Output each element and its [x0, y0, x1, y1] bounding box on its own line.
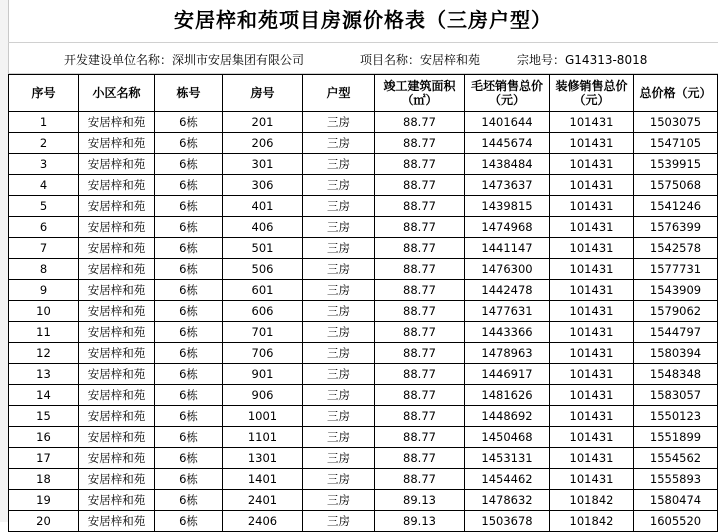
- index-cell[interactable]: 11: [9, 322, 79, 343]
- decoration-price-cell[interactable]: 101431: [550, 133, 634, 154]
- building-cell[interactable]: 6栋: [155, 322, 223, 343]
- total-price-cell[interactable]: 1551899: [634, 427, 718, 448]
- decoration-price-cell[interactable]: 101431: [550, 196, 634, 217]
- decoration-price-cell[interactable]: 101431: [550, 217, 634, 238]
- community-cell[interactable]: 安居梓和苑: [79, 154, 155, 175]
- area-cell[interactable]: 88.77: [375, 322, 465, 343]
- total-price-cell[interactable]: 1605520: [634, 511, 718, 532]
- total-price-cell[interactable]: 1554562: [634, 448, 718, 469]
- community-cell[interactable]: 安居梓和苑: [79, 301, 155, 322]
- building-cell[interactable]: 6栋: [155, 343, 223, 364]
- shell-price-cell[interactable]: 1453131: [465, 448, 550, 469]
- area-cell[interactable]: 88.77: [375, 301, 465, 322]
- unit-cell[interactable]: 901: [223, 364, 303, 385]
- table-row: [9, 259, 718, 280]
- col-header-shell-price[interactable]: 毛坯销售总价（元）: [465, 75, 550, 112]
- decoration-price-cell[interactable]: 101431: [550, 259, 634, 280]
- price-table: [8, 74, 718, 532]
- decoration-price-cell[interactable]: 101431: [550, 112, 634, 133]
- total-price-cell[interactable]: 1583057: [634, 385, 718, 406]
- decoration-price-cell[interactable]: 101431: [550, 385, 634, 406]
- layout-cell[interactable]: 三房: [303, 511, 375, 532]
- decoration-price-cell[interactable]: 101431: [550, 406, 634, 427]
- layout-cell[interactable]: 三房: [303, 385, 375, 406]
- table-row: [9, 469, 718, 490]
- shell-price-cell[interactable]: 1443366: [465, 322, 550, 343]
- unit-cell[interactable]: 201: [223, 112, 303, 133]
- unit-cell[interactable]: 406: [223, 217, 303, 238]
- index-cell[interactable]: 17: [9, 448, 79, 469]
- shell-price-cell[interactable]: 1401644: [465, 112, 550, 133]
- unit-cell[interactable]: 1401: [223, 469, 303, 490]
- layout-cell[interactable]: 三房: [303, 280, 375, 301]
- building-cell[interactable]: 6栋: [155, 217, 223, 238]
- unit-cell[interactable]: 701: [223, 322, 303, 343]
- building-cell[interactable]: 6栋: [155, 280, 223, 301]
- index-cell[interactable]: 12: [9, 343, 79, 364]
- decoration-price-cell[interactable]: 101842: [550, 490, 634, 511]
- total-price-cell[interactable]: 1579062: [634, 301, 718, 322]
- area-cell[interactable]: 88.77: [375, 112, 465, 133]
- decoration-price-cell[interactable]: 101431: [550, 343, 634, 364]
- unit-cell[interactable]: 301: [223, 154, 303, 175]
- layout-cell[interactable]: 三房: [303, 112, 375, 133]
- table-row: [9, 427, 718, 448]
- index-cell[interactable]: 3: [9, 154, 79, 175]
- index-cell[interactable]: 19: [9, 490, 79, 511]
- area-cell[interactable]: 88.77: [375, 133, 465, 154]
- decoration-price-cell[interactable]: 101431: [550, 154, 634, 175]
- col-header-unit[interactable]: 房号: [223, 75, 303, 112]
- area-cell[interactable]: 89.13: [375, 490, 465, 511]
- table-row: [9, 322, 718, 343]
- area-cell[interactable]: 88.77: [375, 427, 465, 448]
- unit-cell[interactable]: 506: [223, 259, 303, 280]
- index-cell[interactable]: 8: [9, 259, 79, 280]
- info-bar: [8, 43, 718, 74]
- area-cell[interactable]: 88.77: [375, 469, 465, 490]
- layout-cell[interactable]: 三房: [303, 154, 375, 175]
- building-cell[interactable]: 6栋: [155, 490, 223, 511]
- unit-cell[interactable]: 2401: [223, 490, 303, 511]
- community-cell[interactable]: 安居梓和苑: [79, 448, 155, 469]
- layout-cell[interactable]: 三房: [303, 259, 375, 280]
- unit-cell[interactable]: 601: [223, 280, 303, 301]
- index-cell[interactable]: 10: [9, 301, 79, 322]
- community-cell[interactable]: 安居梓和苑: [79, 133, 155, 154]
- index-cell[interactable]: 15: [9, 406, 79, 427]
- area-cell[interactable]: 88.77: [375, 280, 465, 301]
- shell-price-cell[interactable]: 1481626: [465, 385, 550, 406]
- area-cell[interactable]: 88.77: [375, 196, 465, 217]
- decoration-price-cell[interactable]: 101431: [550, 448, 634, 469]
- total-price-cell[interactable]: 1548348: [634, 364, 718, 385]
- unit-cell[interactable]: 606: [223, 301, 303, 322]
- total-price-cell[interactable]: 1555893: [634, 469, 718, 490]
- col-header-area[interactable]: 竣工建筑面积（㎡）: [375, 75, 465, 112]
- shell-price-cell[interactable]: 1446917: [465, 364, 550, 385]
- table-body: [9, 112, 718, 532]
- decoration-price-cell[interactable]: 101431: [550, 322, 634, 343]
- building-cell[interactable]: 6栋: [155, 448, 223, 469]
- shell-price-cell[interactable]: 1441147: [465, 238, 550, 259]
- total-price-cell[interactable]: 1576399: [634, 217, 718, 238]
- table-row: [9, 511, 718, 532]
- index-cell[interactable]: 5: [9, 196, 79, 217]
- index-cell[interactable]: 16: [9, 427, 79, 448]
- developer-info: 开发建设单位名称：深圳市安居集团有限公司: [64, 53, 305, 67]
- unit-cell[interactable]: 501: [223, 238, 303, 259]
- community-cell[interactable]: 安居梓和苑: [79, 511, 155, 532]
- decoration-price-cell[interactable]: 101431: [550, 238, 634, 259]
- layout-cell[interactable]: 三房: [303, 490, 375, 511]
- table-row: [9, 217, 718, 238]
- unit-cell[interactable]: 1101: [223, 427, 303, 448]
- community-cell[interactable]: 安居梓和苑: [79, 238, 155, 259]
- layout-cell[interactable]: 三房: [303, 427, 375, 448]
- table-row: [9, 490, 718, 511]
- area-cell[interactable]: 88.77: [375, 406, 465, 427]
- unit-cell[interactable]: 1301: [223, 448, 303, 469]
- index-cell[interactable]: 20: [9, 511, 79, 532]
- table-row: [9, 280, 718, 301]
- col-header-total-price[interactable]: 总价格（元）: [634, 75, 718, 112]
- community-cell[interactable]: 安居梓和苑: [79, 364, 155, 385]
- col-header-decoration-price[interactable]: 装修销售总价（元）: [550, 75, 634, 112]
- building-cell[interactable]: 6栋: [155, 238, 223, 259]
- layout-cell[interactable]: 三房: [303, 301, 375, 322]
- layout-cell[interactable]: 三房: [303, 196, 375, 217]
- building-cell[interactable]: 6栋: [155, 259, 223, 280]
- layout-cell[interactable]: 三房: [303, 469, 375, 490]
- total-price-cell[interactable]: 1541246: [634, 196, 718, 217]
- index-cell[interactable]: 1: [9, 112, 79, 133]
- table-row: [9, 154, 718, 175]
- col-header-index[interactable]: 序号: [9, 75, 79, 112]
- shell-price-cell[interactable]: 1478632: [465, 490, 550, 511]
- shell-price-cell[interactable]: 1448692: [465, 406, 550, 427]
- area-cell[interactable]: 88.77: [375, 259, 465, 280]
- area-cell[interactable]: 88.77: [375, 154, 465, 175]
- table-row: [9, 196, 718, 217]
- community-cell[interactable]: 安居梓和苑: [79, 469, 155, 490]
- col-header-layout[interactable]: 户型: [303, 75, 375, 112]
- decoration-price-cell[interactable]: 101431: [550, 469, 634, 490]
- building-cell[interactable]: 6栋: [155, 112, 223, 133]
- shell-price-cell[interactable]: 1442478: [465, 280, 550, 301]
- index-cell[interactable]: 14: [9, 385, 79, 406]
- unit-cell[interactable]: 1001: [223, 406, 303, 427]
- decoration-price-cell[interactable]: 101431: [550, 364, 634, 385]
- shell-price-cell[interactable]: 1438484: [465, 154, 550, 175]
- index-cell[interactable]: 7: [9, 238, 79, 259]
- table-row: [9, 175, 718, 196]
- index-cell[interactable]: 2: [9, 133, 79, 154]
- header-row: [9, 75, 718, 112]
- community-cell[interactable]: 安居梓和苑: [79, 385, 155, 406]
- community-cell[interactable]: 安居梓和苑: [79, 406, 155, 427]
- decoration-price-cell[interactable]: 101842: [550, 511, 634, 532]
- shell-price-cell[interactable]: 1478963: [465, 343, 550, 364]
- building-cell[interactable]: 6栋: [155, 364, 223, 385]
- building-cell[interactable]: 6栋: [155, 427, 223, 448]
- total-price-cell[interactable]: 1580474: [634, 490, 718, 511]
- community-cell[interactable]: 安居梓和苑: [79, 196, 155, 217]
- shell-price-cell[interactable]: 1473637: [465, 175, 550, 196]
- shell-price-cell[interactable]: 1445674: [465, 133, 550, 154]
- building-cell[interactable]: 6栋: [155, 301, 223, 322]
- layout-cell[interactable]: 三房: [303, 238, 375, 259]
- decoration-price-cell[interactable]: 101431: [550, 301, 634, 322]
- total-price-cell[interactable]: 1577731: [634, 259, 718, 280]
- index-cell[interactable]: 18: [9, 469, 79, 490]
- community-cell[interactable]: 安居梓和苑: [79, 112, 155, 133]
- index-cell[interactable]: 13: [9, 364, 79, 385]
- unit-cell[interactable]: 401: [223, 196, 303, 217]
- total-price-cell[interactable]: 1550123: [634, 406, 718, 427]
- community-cell[interactable]: 安居梓和苑: [79, 322, 155, 343]
- lot-info: 宗地号：G14313-8018: [517, 53, 648, 67]
- layout-cell[interactable]: 三房: [303, 406, 375, 427]
- community-cell[interactable]: 安居梓和苑: [79, 427, 155, 448]
- total-price-cell[interactable]: 1503075: [634, 112, 718, 133]
- community-cell[interactable]: 安居梓和苑: [79, 217, 155, 238]
- unit-cell[interactable]: 306: [223, 175, 303, 196]
- building-cell[interactable]: 6栋: [155, 511, 223, 532]
- table-row: [9, 448, 718, 469]
- building-cell[interactable]: 6栋: [155, 406, 223, 427]
- layout-cell[interactable]: 三房: [303, 343, 375, 364]
- table-row: [9, 301, 718, 322]
- community-cell[interactable]: 安居梓和苑: [79, 280, 155, 301]
- index-cell[interactable]: 9: [9, 280, 79, 301]
- area-cell[interactable]: 88.77: [375, 217, 465, 238]
- layout-cell[interactable]: 三房: [303, 448, 375, 469]
- layout-cell[interactable]: 三房: [303, 175, 375, 196]
- table-row: [9, 406, 718, 427]
- area-cell[interactable]: 88.77: [375, 238, 465, 259]
- total-price-cell[interactable]: 1544797: [634, 322, 718, 343]
- layout-cell[interactable]: 三房: [303, 364, 375, 385]
- shell-price-cell[interactable]: 1439815: [465, 196, 550, 217]
- unit-cell[interactable]: 2406: [223, 511, 303, 532]
- layout-cell[interactable]: 三房: [303, 133, 375, 154]
- total-price-cell[interactable]: 1539915: [634, 154, 718, 175]
- layout-cell[interactable]: 三房: [303, 322, 375, 343]
- shell-price-cell[interactable]: 1450468: [465, 427, 550, 448]
- building-cell[interactable]: 6栋: [155, 385, 223, 406]
- col-header-building[interactable]: 栋号: [155, 75, 223, 112]
- shell-price-cell[interactable]: 1503678: [465, 511, 550, 532]
- area-cell[interactable]: 88.77: [375, 364, 465, 385]
- table-row: [9, 343, 718, 364]
- area-cell[interactable]: 88.77: [375, 343, 465, 364]
- col-header-community[interactable]: 小区名称: [79, 75, 155, 112]
- unit-cell[interactable]: 206: [223, 133, 303, 154]
- area-cell[interactable]: 88.77: [375, 385, 465, 406]
- table-row: [9, 385, 718, 406]
- community-cell[interactable]: 安居梓和苑: [79, 259, 155, 280]
- total-price-cell[interactable]: 1580394: [634, 343, 718, 364]
- table-row: [9, 238, 718, 259]
- shell-price-cell[interactable]: 1477631: [465, 301, 550, 322]
- building-cell[interactable]: 6栋: [155, 175, 223, 196]
- community-cell[interactable]: 安居梓和苑: [79, 490, 155, 511]
- total-price-cell[interactable]: 1575068: [634, 175, 718, 196]
- index-cell[interactable]: 6: [9, 217, 79, 238]
- layout-cell[interactable]: 三房: [303, 217, 375, 238]
- table-row: [9, 364, 718, 385]
- unit-cell[interactable]: 706: [223, 343, 303, 364]
- community-cell[interactable]: 安居梓和苑: [79, 175, 155, 196]
- building-cell[interactable]: 6栋: [155, 196, 223, 217]
- area-cell[interactable]: 89.13: [375, 511, 465, 532]
- area-cell[interactable]: 88.77: [375, 175, 465, 196]
- total-price-cell[interactable]: 1543909: [634, 280, 718, 301]
- table-row: [9, 112, 718, 133]
- total-price-cell[interactable]: 1547105: [634, 133, 718, 154]
- unit-cell[interactable]: 906: [223, 385, 303, 406]
- table-row: [9, 133, 718, 154]
- index-cell[interactable]: 4: [9, 175, 79, 196]
- project-info: 项目名称：安居梓和苑: [360, 53, 481, 67]
- shell-price-cell[interactable]: 1474968: [465, 217, 550, 238]
- shell-price-cell[interactable]: 1454462: [465, 469, 550, 490]
- community-cell[interactable]: 安居梓和苑: [79, 343, 155, 364]
- area-cell[interactable]: 88.77: [375, 448, 465, 469]
- building-cell[interactable]: 6栋: [155, 133, 223, 154]
- decoration-price-cell[interactable]: 101431: [550, 175, 634, 196]
- decoration-price-cell[interactable]: 101431: [550, 280, 634, 301]
- shell-price-cell[interactable]: 1476300: [465, 259, 550, 280]
- total-price-cell[interactable]: 1542578: [634, 238, 718, 259]
- decoration-price-cell[interactable]: 101431: [550, 427, 634, 448]
- sheet-title: 安居梓和苑项目房源价格表（三房户型）: [8, 0, 718, 43]
- building-cell[interactable]: 6栋: [155, 154, 223, 175]
- building-cell[interactable]: 6栋: [155, 469, 223, 490]
